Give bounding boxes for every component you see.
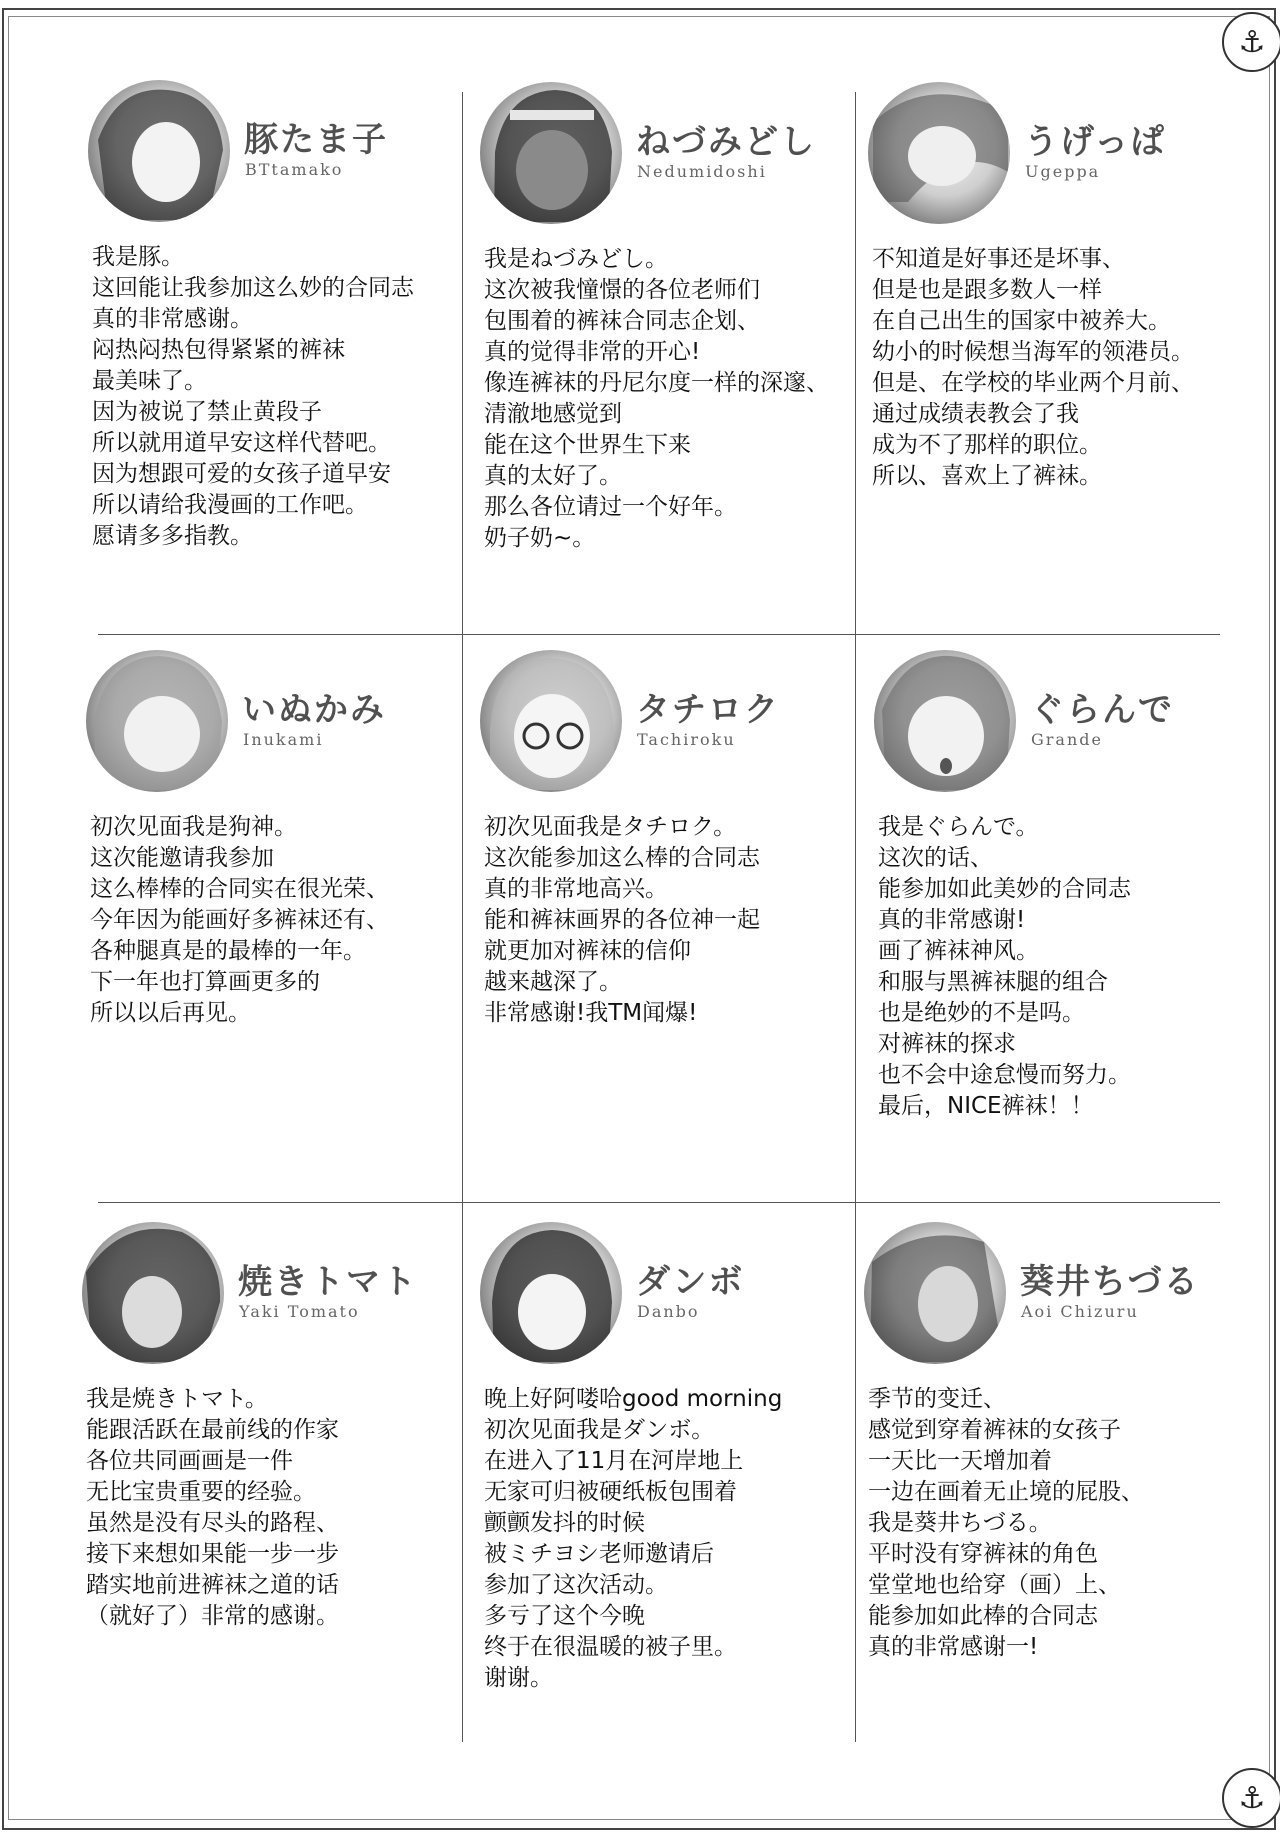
- author-name-jp: 豚たま子: [244, 120, 388, 160]
- message-line: 奶子奶~。: [484, 525, 596, 551]
- message-line: 就更加对裤袜的信仰: [484, 938, 691, 964]
- message-line: 幼小的时候想当海军的领港员。: [872, 339, 1194, 365]
- author-name-en: Inukami: [243, 730, 324, 749]
- message-line: 最美味了。: [92, 368, 207, 394]
- message-line: 被ミチヨシ老师邀请后: [484, 1541, 714, 1567]
- message-line: 不知道是好事还是坏事、: [872, 246, 1125, 272]
- message-line: 虽然是没有尽头的路程、: [86, 1510, 339, 1536]
- message-line: 能跟活跃在最前线的作家: [86, 1417, 339, 1443]
- message-line: （就好了）非常的感谢。: [86, 1603, 339, 1629]
- author-name-en: Danbo: [637, 1302, 700, 1321]
- author-name-jp: タチロク: [636, 690, 780, 730]
- message-line: 无比宝贵重要的经验。: [86, 1479, 316, 1505]
- message-line: 踏实地前进裤袜之道的话: [86, 1572, 339, 1598]
- message-line: 一边在画着无止境的屁股、: [868, 1479, 1144, 1505]
- message-line: 初次见面我是タチロク。: [484, 814, 737, 840]
- message-line: 也不会中途怠慢而努力。: [878, 1062, 1131, 1088]
- author-name-jp: 葵井ちづる: [1020, 1262, 1200, 1302]
- author-message: [484, 1384, 860, 1694]
- message-line: 所以以后再见。: [90, 1000, 251, 1026]
- author-name-en: Nedumidoshi: [637, 162, 767, 181]
- message-line: 我是豚。: [92, 244, 184, 270]
- message-line: 晚上好阿喽哈good morning: [484, 1386, 783, 1412]
- message-line: 无家可归被硬纸板包围着: [484, 1479, 737, 1505]
- author-message: [484, 812, 860, 1029]
- row-divider: [98, 1202, 1220, 1203]
- message-line: 越来越深了。: [484, 969, 622, 995]
- message-line: 真的非常感谢!: [878, 907, 1026, 933]
- author-message: [86, 1384, 462, 1632]
- message-line: 下一年也打算画更多的: [90, 969, 320, 995]
- message-line: 初次见面我是狗神。: [90, 814, 297, 840]
- message-line: 这次能参加这么棒的合同志: [484, 845, 760, 871]
- message-line: 所以、喜欢上了裤袜。: [872, 463, 1102, 489]
- author-message: [90, 812, 466, 1029]
- message-line: 感觉到穿着裤袜的女孩子: [868, 1417, 1121, 1443]
- message-line: 那么各位请过一个好年。: [484, 494, 737, 520]
- message-line: 平时没有穿裤袜的角色: [868, 1541, 1098, 1567]
- message-line: 颤颤发抖的时候: [484, 1510, 645, 1536]
- message-line: 今年因为能画好多裤袜还有、: [90, 907, 389, 933]
- message-line: 多亏了这个今晚: [484, 1603, 645, 1629]
- author-message: [484, 244, 860, 554]
- message-line: 因为想跟可爱的女孩子道早安: [92, 461, 391, 487]
- author-avatar: [480, 650, 622, 792]
- message-line: 闷热闷热包得紧紧的裤袜: [92, 337, 345, 363]
- message-line: 在自己出生的国家中被养大。: [872, 308, 1171, 334]
- message-line: 这次能邀请我参加: [90, 845, 274, 871]
- message-line: 各位共同画画是一件: [86, 1448, 293, 1474]
- message-line: 所以就用道早安这样代替吧。: [92, 430, 391, 456]
- message-line: 能在这个世界生下来: [484, 432, 691, 458]
- message-line: 能和裤袜画界的各位神一起: [484, 907, 760, 933]
- author-name-en: Aoi Chizuru: [1021, 1302, 1139, 1321]
- message-line: 能参加如此棒的合同志: [868, 1603, 1098, 1629]
- message-line: 最后，NICE裤袜！！: [878, 1093, 1094, 1119]
- message-line: 成为不了那样的职位。: [872, 432, 1102, 458]
- message-line: 也是绝妙的不是吗。: [878, 1000, 1085, 1026]
- message-line: 对裤袜的探求: [878, 1031, 1016, 1057]
- message-line: 这回能让我参加这么妙的合同志: [92, 275, 414, 301]
- message-line: 通过成绩表教会了我: [872, 401, 1079, 427]
- author-name-en: Tachiroku: [637, 730, 736, 749]
- message-line: 像连裤袜的丹尼尔度一样的深邃、: [484, 370, 829, 396]
- author-message: [878, 812, 1254, 1122]
- message-line: 一天比一天增加着: [868, 1448, 1052, 1474]
- message-line: 画了裤袜神风。: [878, 938, 1039, 964]
- message-line: 堂堂地也给穿（画）上、: [868, 1572, 1121, 1598]
- row-divider: [98, 634, 1220, 635]
- author-message: [92, 242, 468, 552]
- author-avatar: [88, 80, 230, 222]
- author-message: [872, 244, 1248, 492]
- author-name-jp: ダンボ: [636, 1262, 745, 1302]
- message-line: 但是、在学校的毕业两个月前、: [872, 370, 1194, 396]
- author-avatar: [480, 82, 622, 224]
- message-line: 季节的变迁、: [868, 1386, 1006, 1412]
- message-line: 包围着的裤袜合同志企划、: [484, 308, 760, 334]
- author-name-jp: いぬかみ: [242, 690, 386, 730]
- message-line: 非常感谢!我TM闻爆!: [484, 1000, 698, 1026]
- message-line: 真的非常地高兴。: [484, 876, 668, 902]
- message-line: 能参加如此美妙的合同志: [878, 876, 1131, 902]
- message-line: 终于在很温暖的被子里。: [484, 1634, 737, 1660]
- message-line: 接下来想如果能一步一步: [86, 1541, 339, 1567]
- author-name-en: BTtamako: [245, 160, 344, 179]
- author-message: [868, 1384, 1244, 1663]
- message-line: 各种腿真是的最棒的一年。: [90, 938, 366, 964]
- author-avatar: [86, 650, 228, 792]
- author-name-en: Grande: [1031, 730, 1103, 749]
- message-line: 我是ねづみどし。: [484, 246, 668, 272]
- message-line: 谢谢。: [484, 1665, 553, 1691]
- author-name-jp: 焼きトマト: [238, 1262, 418, 1302]
- author-avatar: [864, 1222, 1006, 1364]
- message-line: 真的太好了。: [484, 463, 622, 489]
- message-line: 这么棒棒的合同实在很光荣、: [90, 876, 389, 902]
- author-avatar: [82, 1222, 224, 1364]
- message-line: 参加了这次活动。: [484, 1572, 668, 1598]
- message-line: 初次见面我是ダンボ。: [484, 1417, 715, 1443]
- message-line: 我是ぐらんで。: [878, 814, 1039, 840]
- message-line: 在进入了11月在河岸地上: [484, 1448, 744, 1474]
- author-name-jp: ぐらんで: [1030, 690, 1174, 730]
- anchor-emblem-icon: ⚓: [1222, 12, 1280, 72]
- author-name-en: Ugeppa: [1025, 162, 1101, 181]
- message-line: 真的觉得非常的开心!: [484, 339, 701, 365]
- message-line: 这次的话、: [878, 845, 993, 871]
- author-avatar: [868, 82, 1010, 224]
- message-line: 这次被我憧憬的各位老师们: [484, 277, 760, 303]
- message-line: 但是也是跟多数人一样: [872, 277, 1102, 303]
- author-name-jp: うげっぱ: [1024, 122, 1167, 162]
- message-line: 所以请给我漫画的工作吧。: [92, 492, 368, 518]
- message-line: 我是焼きトマト。: [86, 1386, 268, 1412]
- author-avatar: [874, 650, 1016, 792]
- message-line: 和服与黑裤袜腿的组合: [878, 969, 1108, 995]
- message-line: 真的非常感谢。: [92, 306, 253, 332]
- message-line: 我是葵井ちづる。: [868, 1510, 1052, 1536]
- message-line: 因为被说了禁止黄段子: [92, 399, 322, 425]
- author-name-jp: ねづみどし: [636, 122, 816, 162]
- author-avatar: [480, 1222, 622, 1364]
- message-line: 真的非常感谢一!: [868, 1634, 1039, 1660]
- message-line: 清澈地感觉到: [484, 401, 622, 427]
- author-name-en: Yaki Tomato: [239, 1302, 360, 1321]
- anchor-emblem-icon: ⚓: [1222, 1768, 1280, 1828]
- message-line: 愿请多多指教。: [92, 523, 253, 549]
